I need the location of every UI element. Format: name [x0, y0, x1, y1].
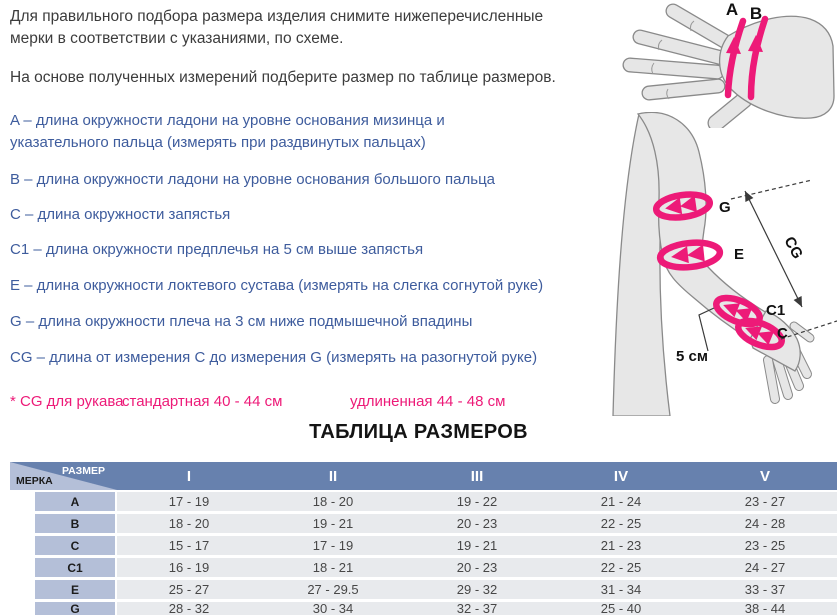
arm-diagram: [598, 112, 837, 416]
table-cell: 22 - 25: [600, 560, 642, 575]
arm-label-g: G: [719, 199, 731, 216]
table-header-columns: [117, 462, 837, 490]
measurement-item: A – длина окружности ладони на уровне основания мизинца и указательного пальца (измерять при раздвинутых пальцах): [10, 112, 445, 151]
table-row: [10, 536, 837, 555]
hand-label-b: B: [749, 4, 763, 23]
row-values: [117, 514, 837, 533]
measurement-item: G – длина окружности плеча на 3 см ниже подмышечной впадины: [10, 313, 473, 330]
table-cell: 15 - 17: [168, 538, 210, 553]
arm-label-c1: C1: [766, 302, 786, 319]
row-label: C1: [35, 558, 115, 577]
measurement-item: B – длина окружности ладони на уровне основания большого пальца: [10, 171, 496, 188]
row-label: B: [35, 514, 115, 533]
table-cell: 21 - 24: [600, 494, 642, 509]
arm-label-e: E: [734, 246, 745, 263]
footnote-extended: удлиненная 44 - 48 см: [350, 393, 506, 410]
table-cell: 22 - 25: [600, 516, 642, 531]
table-cell: 19 - 21: [312, 516, 354, 531]
table-cell: 31 - 34: [600, 582, 642, 597]
table-cell: 30 - 34: [312, 601, 354, 616]
hand-diagram: [616, 0, 837, 128]
table-cell: 20 - 23: [456, 560, 498, 575]
table-cell: 38 - 44: [744, 601, 786, 616]
dashed-line-g: [731, 180, 812, 199]
row-values: [117, 492, 837, 511]
arm-label-c: C: [777, 325, 788, 342]
table-cell: 24 - 27: [744, 560, 786, 575]
table-cell: 19 - 22: [456, 494, 498, 509]
row-values: [117, 558, 837, 577]
measurement-item: E – длина окружности локтевого сустава (измерять на слегка согнутой руке): [10, 277, 544, 294]
column-header: IV: [613, 467, 629, 485]
table-cell: 29 - 32: [456, 582, 498, 597]
5cm-bracket-icon: [699, 308, 714, 351]
table-cell: 20 - 23: [456, 516, 498, 531]
table-row: [10, 558, 837, 577]
table-cell: 25 - 40: [600, 601, 642, 616]
table-row: [10, 602, 837, 615]
row-values: [117, 580, 837, 599]
row-label: E: [35, 580, 115, 599]
table-cell: 21 - 23: [600, 538, 642, 553]
column-header: III: [470, 467, 484, 485]
footnote-standard: стандартная 40 - 44 см: [122, 393, 283, 410]
table-cell: 17 - 19: [312, 538, 354, 553]
row-values: [117, 602, 837, 615]
table-cell: 24 - 28: [744, 516, 786, 531]
hand-label-a: A: [725, 0, 739, 19]
table-cell: 33 - 37: [744, 582, 786, 597]
table-cell: 18 - 20: [312, 494, 354, 509]
table-cell: 19 - 21: [456, 538, 498, 553]
table-row: [10, 580, 837, 599]
corner-size-label: РАЗМЕР: [62, 465, 105, 477]
row-label: A: [35, 492, 115, 511]
table-cell: 16 - 19: [168, 560, 210, 575]
table-cell: 25 - 27: [168, 582, 210, 597]
measurement-item: CG – длина от измерения C до измерения G (измерять на разогнутой руке): [10, 349, 538, 366]
row-label: G: [35, 602, 115, 615]
table-cell: 32 - 37: [456, 601, 498, 616]
footnote-prefix: * CG для рукава: [10, 393, 124, 410]
table-title: ТАБЛИЦА РАЗМЕРОВ: [309, 421, 528, 443]
table-cell: 18 - 21: [312, 560, 354, 575]
table-cell: 18 - 20: [168, 516, 210, 531]
corner-merka-label: МЕРКА: [16, 475, 53, 487]
column-header: V: [759, 467, 770, 485]
table-header: [10, 462, 837, 490]
table-body: [10, 492, 837, 615]
table-cell: 23 - 27: [744, 494, 786, 509]
arm-label-5cm: 5 см: [676, 348, 708, 365]
table-corner-cell: [10, 462, 117, 490]
row-values: [117, 536, 837, 555]
table-row: [10, 514, 837, 533]
measurement-item: C – длина окружности запястья: [10, 206, 231, 223]
table-cell: 23 - 25: [744, 538, 786, 553]
table-cell: 27 - 29.5: [307, 582, 359, 597]
size-table: [10, 462, 837, 615]
table-row: [10, 492, 837, 511]
intro-paragraph-1: Для правильного подбора размера изделия снимите нижеперечисленные мерки в соответствии с указаниями, по схеме.: [10, 8, 544, 47]
measurement-item: C1 – длина окружности предплечья на 5 см выше запястья: [10, 241, 424, 258]
table-cell: 17 - 19: [168, 494, 210, 509]
arm-label-cg: CG: [780, 233, 807, 262]
table-cell: 28 - 32: [168, 601, 210, 616]
intro-paragraph-2: На основе полученных измерений подберите размер по таблице размеров.: [10, 69, 556, 86]
column-header: I: [186, 467, 192, 485]
row-label: C: [35, 536, 115, 555]
column-header: II: [328, 467, 338, 485]
